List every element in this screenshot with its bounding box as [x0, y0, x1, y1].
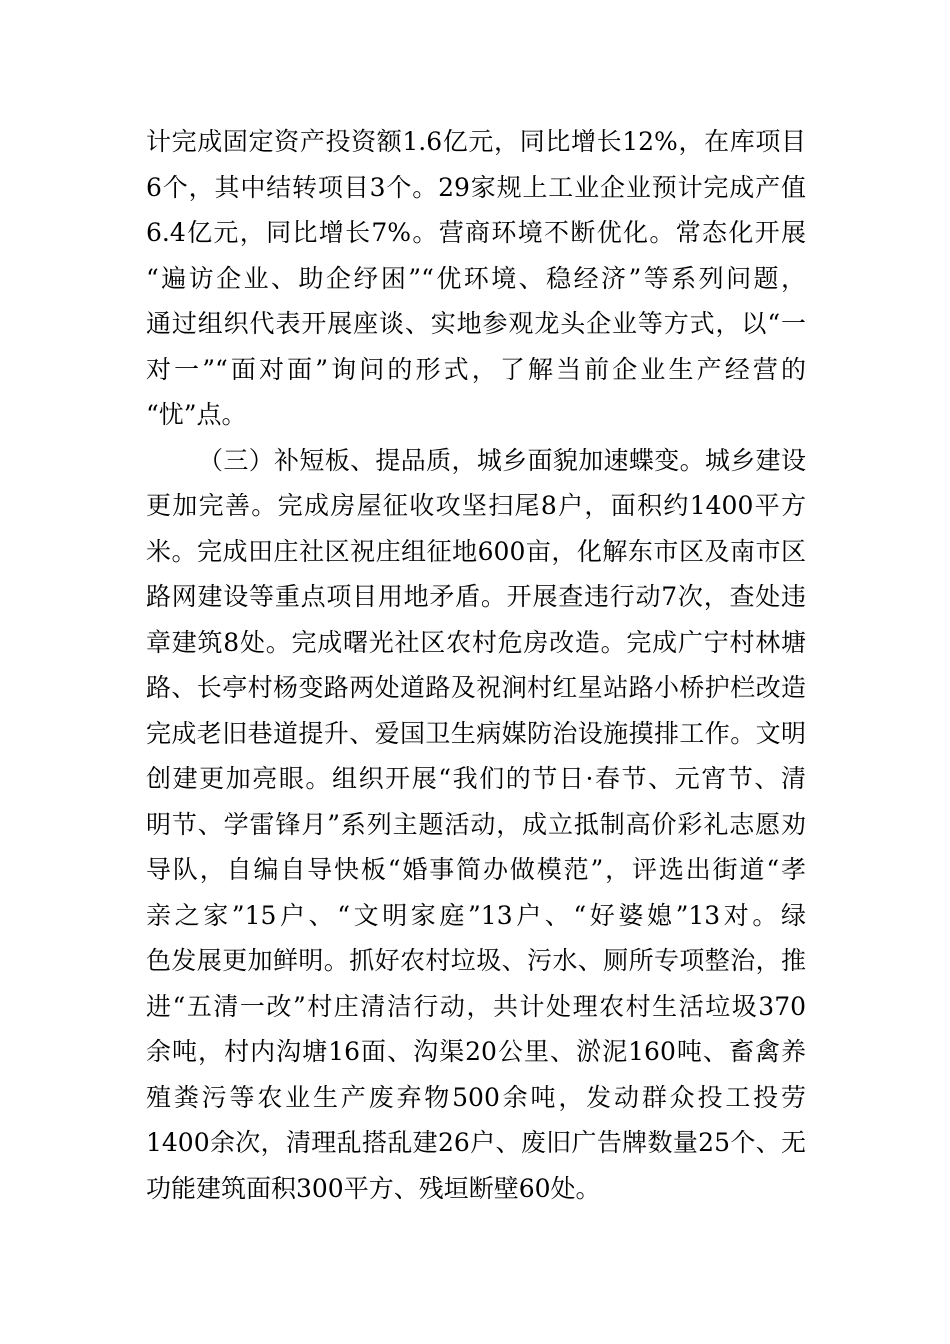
text-line: 对一”“面对面”询问的形式，了解当前企业生产经营的 [146, 354, 806, 384]
text-line: 路、长亭村杨变路两处道路及祝涧村红星站路小桥护栏改造 [146, 673, 806, 702]
text-line: 余吨，村内沟塘16面、沟渠20公里、淤泥160吨、畜禽养 [146, 1037, 806, 1066]
text-line: 通过组织代表开展座谈、实地参观龙头企业等方式，以“一 [146, 309, 806, 338]
text-line: 6个，其中结转项目3个。29家规上工业企业预计完成产值 [146, 172, 806, 202]
text-line: 殖粪污等农业生产废弃物500余吨，发动群众投工投劳 [146, 1082, 806, 1112]
text-line: （三）补短板、提品质，城乡面貌加速蝶变。城乡建设 [198, 445, 806, 475]
text-line: 导队，自编自导快板“婚事简办做模范”，评选出街道“孝 [146, 855, 806, 884]
text-line: 6.4亿元，同比增长7%。营商环境不断优化。常态化开展 [146, 218, 806, 247]
text-line: 更加完善。完成房屋征收攻坚扫尾8户，面积约1400平方 [146, 491, 806, 520]
text-line: 亲之家”15户、“文明家庭”13户、“好婆媳”13对。绿 [146, 900, 806, 930]
text-line: 章建筑8处。完成曙光社区农村危房改造。完成广宁村林塘 [146, 627, 806, 657]
text-line: 完成老旧巷道提升、爱国卫生病媒防治设施摸排工作。文明 [146, 718, 806, 748]
text-line: 进“五清一改”村庄清洁行动，共计处理农村生活垃圾370 [146, 991, 806, 1021]
body-text [146, 119, 806, 1211]
paragraph-2 [146, 438, 806, 1212]
text-line: 创建更加亮眼。组织开展“我们的节日·春节、元宵节、清 [146, 764, 806, 793]
text-line: 路网建设等重点项目用地矛盾。开展查违行动7次，查处违 [146, 582, 806, 611]
text-line: 计完成固定资产投资额1.6亿元，同比增长12%，在库项目 [146, 127, 806, 156]
text-line: 功能建筑面积300平方、残垣断壁60处。 [146, 1173, 601, 1203]
text-line: “遍访企业、助企纾困”“优环境、稳经济”等系列问题， [146, 263, 806, 293]
text-line: 米。完成田庄社区祝庄组征地600亩，化解东市区及南市区 [146, 536, 806, 566]
text-line: 明节、学雷锋月”系列主题活动，成立抵制高价彩礼志愿劝 [146, 809, 806, 839]
text-line: “忧”点。 [146, 400, 247, 429]
text-line: 色发展更加鲜明。抓好农村垃圾、污水、厕所专项整治，推 [146, 946, 806, 975]
text-line: 1400余次，清理乱搭乱建26户、废旧广告牌数量25个、无 [146, 1128, 806, 1157]
paragraph-1 [146, 119, 806, 438]
